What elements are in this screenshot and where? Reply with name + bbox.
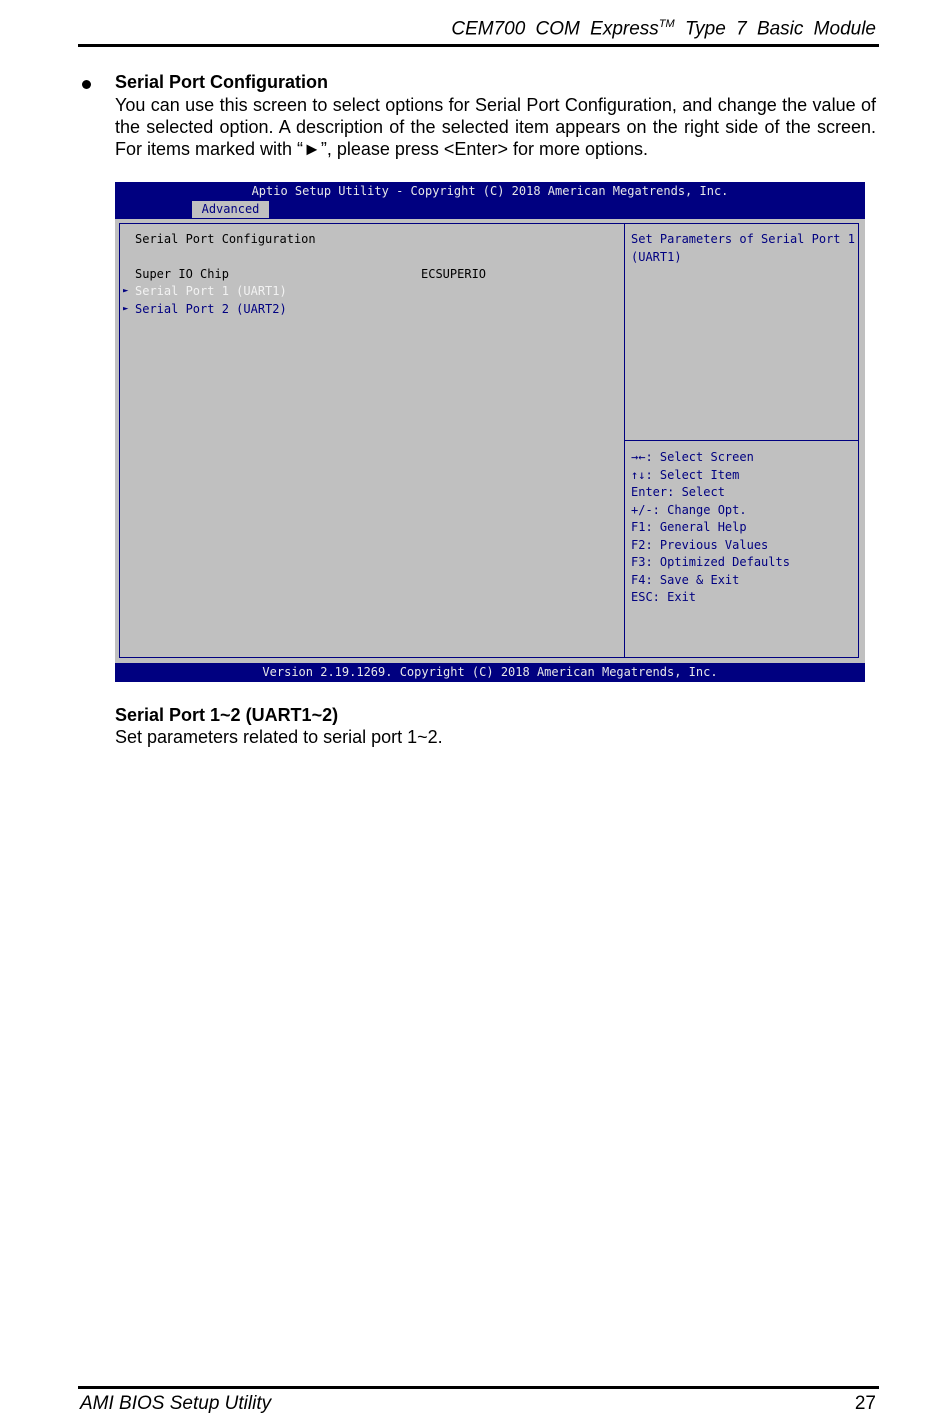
trademark-mark: TM: [658, 18, 675, 30]
menu-item-serial-port-1[interactable]: Serial Port 1 (UART1): [135, 284, 287, 298]
key-hint: F1: General Help: [631, 520, 747, 534]
key-hint: ESC: Exit: [631, 590, 697, 604]
section-heading: Serial Port Configuration: [115, 72, 329, 92]
key-hint: F3: Optimized Defaults: [631, 555, 790, 569]
key-hint: F2: Previous Values: [631, 537, 769, 552]
header-rule: [78, 44, 879, 47]
section-body: You can use this screen to select options for Serial Port Configuration, and change the value of the selected option. A description of the selected item appears on the right side of the screen. For items marked with “►”, please press <Enter> for more options.: [115, 95, 876, 159]
bios-title-bar: [115, 182, 865, 219]
submenu-arrow-icon: ►: [123, 304, 129, 314]
footer-title: AMI BIOS Setup Utility: [80, 1393, 272, 1414]
header-title-text: CEM700 COM Express: [451, 18, 659, 40]
bios-screenshot: [115, 182, 865, 682]
bios-title: Aptio Setup Utility - Copyright (C) 2018 American Megatrends, Inc.: [251, 184, 729, 198]
key-hint: F4: Save & Exit: [631, 572, 740, 587]
bios-page-title: Serial Port Configuration: [135, 232, 316, 246]
subsection-body: Set parameters related to serial port 1~2.: [115, 727, 443, 747]
super-io-label: Super IO Chip: [135, 267, 229, 281]
page-header-title: [451, 18, 876, 40]
submenu-arrow-icon: ►: [123, 286, 129, 296]
key-hint: Enter: Select: [631, 485, 725, 499]
bullet-icon: [82, 80, 91, 89]
bios-version-bar: Version 2.19.1269. Copyright (C) 2018 American Megatrends, Inc.: [115, 663, 865, 682]
key-hint: +/-: Change Opt.: [631, 502, 747, 517]
key-hint: →←: Select Screen: [631, 450, 754, 464]
bios-key-legend: [631, 449, 790, 607]
page-number: 27: [854, 1393, 876, 1414]
menu-item-serial-port-2[interactable]: Serial Port 2 (UART2): [135, 302, 287, 316]
footer-rule: [78, 1386, 879, 1389]
bios-help-text: Set Parameters of Serial Port 1 (UART1): [631, 232, 863, 264]
subsection-heading: Serial Port 1~2 (UART1~2): [115, 705, 339, 725]
bios-divider-horizontal: [625, 440, 858, 441]
tab-advanced[interactable]: Advanced: [192, 201, 269, 218]
key-hint: ↑↓: Select Item: [631, 467, 740, 482]
super-io-value: ECSUPERIO: [421, 267, 487, 281]
header-title-suffix: Type 7 Basic Module: [684, 18, 876, 40]
